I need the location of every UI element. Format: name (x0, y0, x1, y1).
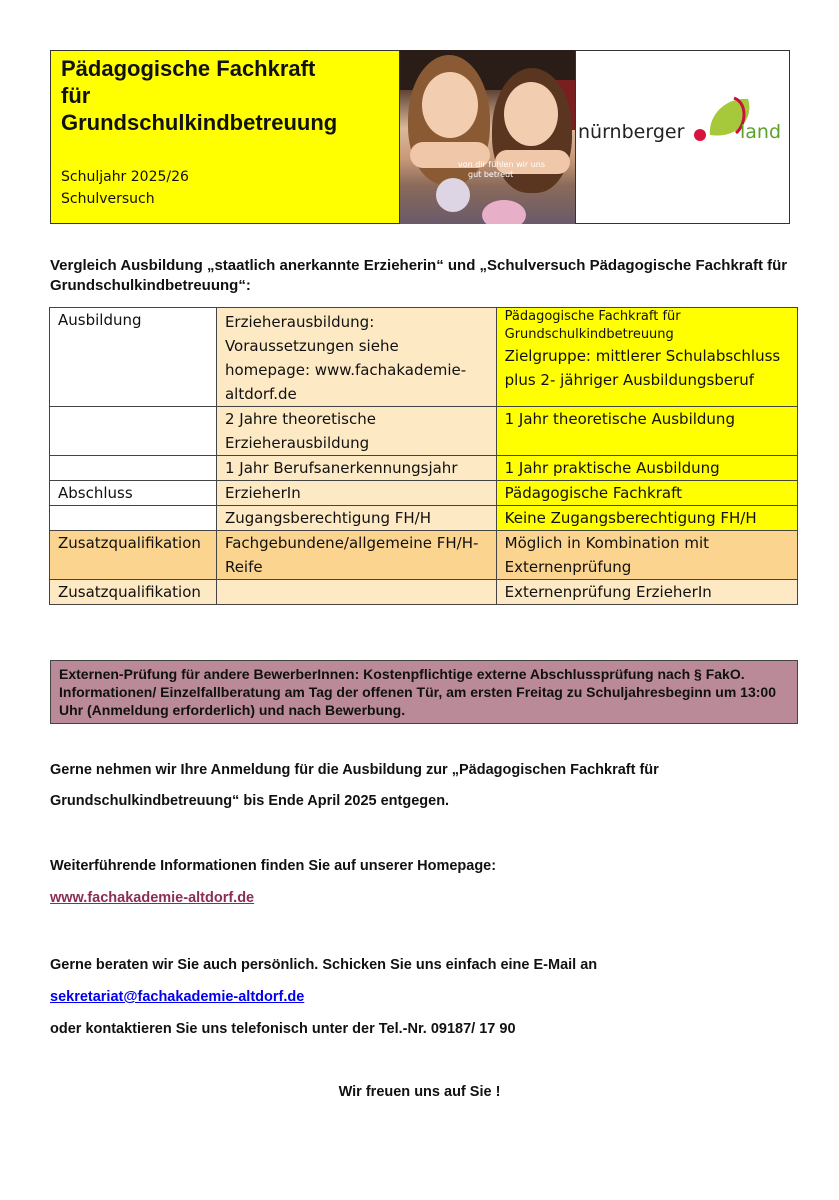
table-cell: Möglich in Kombination mit Externenprüfung (496, 531, 797, 580)
comparison-heading: Vergleich Ausbildung „staatlich anerkannte Erzieherin“ und „Schulversuch Pädagogische Fachkraft für Grundschulkindbetreuung“: (50, 257, 788, 294)
toy-unicorn (436, 178, 470, 212)
table-cell: Ausbildung (50, 308, 217, 407)
table-cell: Zusatzqualifikation (50, 580, 217, 605)
table-cell: ErzieherIn (216, 481, 496, 506)
table-row (50, 407, 798, 456)
table-cell: Zugangsberechtigung FH/H (216, 506, 496, 531)
child-right-face (504, 82, 558, 146)
school-year: Schuljahr 2025/26 (61, 169, 189, 185)
email-link[interactable]: sekretariat@fachakademie-altdorf.de (50, 989, 305, 1005)
table-row (50, 308, 798, 407)
table-cell (50, 506, 217, 531)
homepage-link[interactable]: www.fachakademie-altdorf.de (50, 890, 255, 906)
table-cell: 1 Jahr Berufsanerkennungsjahr (216, 456, 496, 481)
phone-text: oder kontaktieren Sie uns telefonisch unter der Tel.-Nr. 09187/ 17 90 (50, 1021, 516, 1037)
table-cell: Externenprüfung ErzieherIn (496, 580, 797, 605)
photo-caption (458, 160, 545, 180)
table-cell (216, 580, 496, 605)
table-cell: Abschluss (50, 481, 217, 506)
registration-line-1: Gerne nehmen wir Ihre Anmeldung für die Ausbildung zur „Pädagogischen Fachkraft für (50, 762, 659, 778)
table-cell: Erzieherausbildung: Voraussetzungen siehe homepage: www.fachakademie-altdorf.de (216, 308, 496, 407)
title-line-2: für (61, 83, 91, 108)
table-cell (50, 456, 217, 481)
table-row (50, 531, 798, 580)
table-cell (50, 407, 217, 456)
external-exam-info-box: Externen-Prüfung für andere BewerberInnen: Kostenpflichtige externe Abschlussprüfung nach § FakO. Informationen/ Einzelfallberatung am Tag der offenen Tür, am ersten Freitag zu Schuljahresbeginn um 13:00 Uhr (Anmeldung erforderlich) und nach Bewerbung. (50, 660, 798, 724)
table-row (50, 481, 798, 506)
table-cell: 2 Jahre theoretische Erzieherausbildung (216, 407, 496, 456)
logo-dot-icon (694, 129, 706, 141)
header (50, 50, 791, 225)
homepage-info-text: Weiterführende Informationen finden Sie auf unserer Homepage: (50, 858, 497, 874)
toy-plush (482, 200, 526, 224)
table-row (50, 506, 798, 531)
contact-text: Gerne beraten wir Sie auch persönlich. Schicken Sie uns einfach eine E-Mail an (50, 957, 598, 973)
logo-land-text: land (740, 121, 782, 143)
table-cell: Pädagogische Fachkraft (496, 481, 797, 506)
table-row (50, 456, 798, 481)
table-row (50, 580, 798, 605)
children-photo (400, 50, 575, 224)
closing-text: Wir freuen uns auf Sie ! (338, 1084, 501, 1100)
table-cell: 1 Jahr praktische Ausbildung (496, 456, 797, 481)
title-line-3: Grundschulkindbetreuung (61, 110, 338, 135)
comparison-table (49, 307, 798, 605)
table-cell: Fachgebundene/allgemeine FH/H-Reife (216, 531, 496, 580)
table-cell: 1 Jahr theoretische Ausbildung (496, 407, 797, 456)
title-line-1: Pädagogische Fachkraft (61, 56, 316, 81)
table-cell-subtitle: Pädagogische Fachkraft für Grundschulkindbetreuung (504, 309, 681, 342)
logo-box (575, 50, 790, 224)
table-cell: Zusatzqualifikation (50, 531, 217, 580)
table-cell-text: Zielgruppe: mittlerer Schulabschluss plus 2- jähriger Ausbildungsberuf (504, 347, 781, 389)
child-left-face (422, 72, 478, 138)
logo-text: nürnberger (578, 121, 685, 143)
photo-caption-line-1: von dir fühlen wir uns (458, 160, 545, 169)
title-box (50, 50, 400, 224)
school-trial: Schulversuch (61, 191, 155, 207)
page-title (61, 55, 389, 136)
table-cell: Keine Zugangsberechtigung FH/H (496, 506, 797, 531)
table-cell (496, 308, 797, 407)
title-subtitle (61, 166, 389, 210)
registration-line-2: Grundschulkindbetreuung“ bis Ende April 2025 entgegen. (50, 793, 450, 809)
photo-caption-line-2: gut betreut (468, 170, 514, 179)
